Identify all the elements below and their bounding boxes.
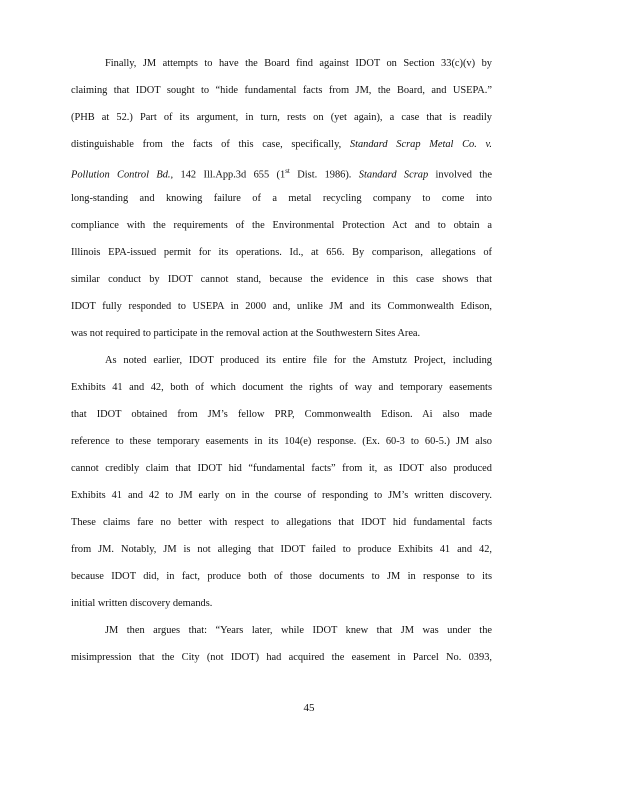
text-line: that IDOT obtained from JM’s fellow PRP, Commonwealth Edison. Ai also made [71, 409, 492, 420]
case-citation: Pollution Control Bd., [71, 169, 174, 181]
text-line: misimpression that the City (not IDOT) had acquired the easement in Parcel No. 0393, [71, 652, 492, 663]
text-span: distinguishable from the facts of this case, specifically, [71, 139, 342, 150]
text-line: JM then argues that: “Years later, while IDOT knew that JM was under the [105, 625, 492, 636]
case-citation: Standard Scrap Metal Co. v. [349, 139, 492, 150]
text-span: involved the [435, 169, 492, 181]
text-line: was not required to participate in the removal action at the Southwestern Sites Area. [71, 328, 421, 339]
superscript: st [285, 167, 290, 175]
text-span: Dist. 1986). [297, 169, 352, 181]
text-line: reference to these temporary easements in its 104(e) response. (Ex. 60-3 to 60-5.) JM also [71, 436, 492, 447]
text-span: 142 Ill.App.3d 655 (1 [180, 169, 286, 181]
text-line: long-standing and knowing failure of a metal recycling company to come into [71, 193, 492, 204]
text-line: cannot credibly claim that IDOT hid “fundamental facts” from it, as IDOT also produced [71, 463, 492, 474]
text-line [71, 165, 492, 181]
text-line: Exhibits 41 and 42, both of which document the rights of way and temporary easements [71, 382, 492, 393]
text-line: (PHB at 52.) Part of its argument, in turn, rests on (yet again), a case that is readily [71, 112, 492, 123]
page-number: 45 [303, 702, 315, 714]
text-line: Finally, JM attempts to have the Board find against IDOT on Section 33(c)(v) by [105, 58, 492, 69]
text-line: claiming that IDOT sought to “hide fundamental facts from JM, the Board, and USEPA.” [71, 85, 492, 96]
text-line: because IDOT did, in fact, produce both of those documents to JM in response to its [71, 571, 492, 582]
case-citation: Standard Scrap [358, 169, 429, 181]
text-line: IDOT fully responded to USEPA in 2000 and, unlike JM and its Commonwealth Edison, [71, 301, 492, 312]
text-line: These claims fare no better with respect to allegations that IDOT hid fundamental facts [71, 517, 492, 528]
text-line: As noted earlier, IDOT produced its entire file for the Amstutz Project, including [105, 355, 492, 366]
text-line: similar conduct by IDOT cannot stand, because the evidence in this case shows that [71, 274, 492, 285]
text-line [71, 138, 492, 151]
text-line: compliance with the requirements of the Environmental Protection Act and to obtain a [71, 220, 492, 231]
text-line: Illinois EPA-issued permit for its operations. Id., at 656. By comparison, allegations of [71, 247, 492, 258]
text-line: from JM. Notably, JM is not alleging that IDOT failed to produce Exhibits 41 and 42, [71, 544, 492, 555]
text-line: initial written discovery demands. [71, 598, 213, 609]
text-line: Exhibits 41 and 42 to JM early on in the course of responding to JM’s written discovery. [71, 490, 492, 501]
